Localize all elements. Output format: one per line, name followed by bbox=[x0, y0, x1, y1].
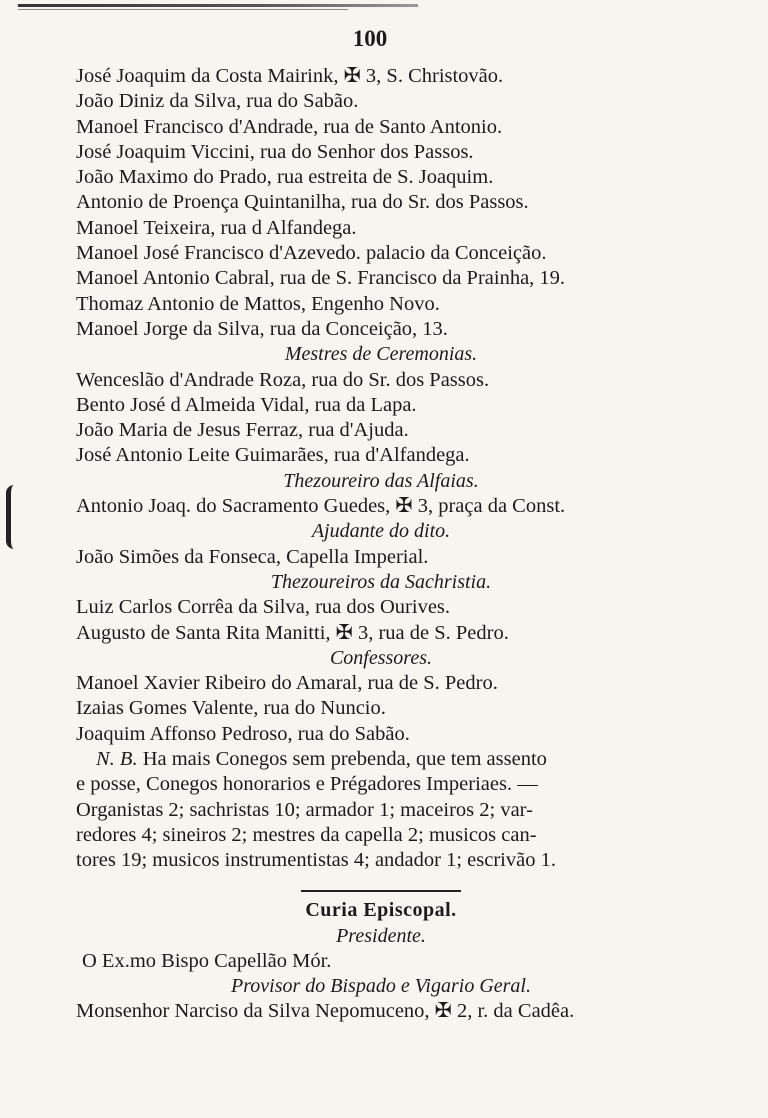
entry-line: Antonio Joaq. do Sacramento Guedes, ✠ 3, praça da Const. bbox=[76, 495, 566, 518]
entry-line: João Simões da Fonseca, Capella Imperial. bbox=[76, 545, 429, 568]
note-text: Ha mais Conegos sem prebenda, que tem assento bbox=[142, 748, 547, 771]
entry-line: João Maria de Jesus Ferraz, rua d'Ajuda. bbox=[76, 419, 409, 442]
top-rule bbox=[18, 4, 418, 7]
entry-line: José Joaquim Viccini, rua do Senhor dos Passos. bbox=[76, 140, 474, 163]
binding-mark bbox=[6, 485, 25, 549]
top-rule-thin bbox=[18, 9, 348, 10]
entry-line: Augusto de Santa Rita Manitti, ✠ 3, rua de S. Pedro. bbox=[76, 621, 509, 644]
note-line: e posse, Conegos honorarios e Prégadores Imperiaes. — bbox=[76, 773, 538, 796]
section-heading-thezoureiro-alfaias: Thezoureiro das Alfaias. bbox=[283, 469, 479, 492]
entry-line: João Maximo do Prado, rua estreita de S. Joaquim. bbox=[76, 166, 494, 189]
note-line: redores 4; sineiros 2; mestres da capella 2; musicos can- bbox=[76, 823, 537, 846]
entry-line: Manoel José Francisco d'Azevedo. palacio da Conceição. bbox=[76, 242, 547, 265]
section-heading-confessores: Confessores. bbox=[329, 646, 433, 669]
entry-line: Monsenhor Narciso da Silva Nepomuceno, ✠ 2, r. da Cadêa. bbox=[76, 1000, 575, 1023]
note-line: tores 19; musicos instrumentistas 4; andador 1; escrivão 1. bbox=[76, 849, 556, 872]
section-heading-provisor: Provisor do Bispado e Vigario Geral. bbox=[231, 975, 531, 998]
section-heading-thezoureiros-sachristia: Thezoureiros da Sachristia. bbox=[270, 570, 492, 593]
entry-line: Manoel Francisco d'Andrade, rua de Santo Antonio. bbox=[76, 115, 503, 138]
section-heading-ajudante: Ajudante do dito. bbox=[311, 520, 451, 543]
entry-line: Wenceslão d'Andrade Roza, rua do Sr. dos Passos. bbox=[76, 368, 490, 391]
entry-line: Antonio de Proença Quintanilha, rua do Sr. dos Passos. bbox=[76, 191, 529, 214]
section-divider bbox=[301, 890, 461, 892]
entry-line: Joaquim Affonso Pedroso, rua do Sabão. bbox=[76, 722, 410, 745]
entry-line: Manoel Antonio Cabral, rua de S. Francisco da Prainha, 19. bbox=[76, 267, 566, 290]
entry-line: Luiz Carlos Corrêa da Silva, rua dos Ourives. bbox=[76, 596, 451, 619]
entry-line: Thomaz Antonio de Mattos, Engenho Novo. bbox=[76, 292, 440, 315]
page-number: 100 bbox=[352, 26, 388, 51]
note-line: Organistas 2; sachristas 10; armador 1; maceiros 2; var- bbox=[76, 798, 533, 821]
page-content bbox=[76, 64, 686, 1025]
section-heading-presidente: Presidente. bbox=[336, 924, 426, 947]
entry-line: Manoel Jorge da Silva, rua da Conceição, 13. bbox=[76, 317, 448, 340]
entry-line: José Antonio Leite Guimarães, rua d'Alfandega. bbox=[76, 444, 470, 467]
entry-line: Bento José d Almeida Vidal, rua da Lapa. bbox=[76, 393, 417, 416]
entry-line: Izaias Gomes Valente, rua do Nuncio. bbox=[76, 697, 386, 720]
entry-line: O Ex.mo Bispo Capellão Mór. bbox=[82, 949, 332, 972]
section-title-curia: Curia Episcopal. bbox=[305, 898, 457, 921]
note-label: N. B. bbox=[96, 748, 138, 771]
entry-line: João Diniz da Silva, rua do Sabão. bbox=[76, 90, 359, 113]
entry-line: Manoel Xavier Ribeiro do Amaral, rua de S. Pedro. bbox=[76, 672, 498, 695]
entry-line: José Joaquim da Costa Mairink, ✠ 3, S. Christovão. bbox=[76, 65, 504, 87]
entry-line: Manoel Teixeira, rua d Alfandega. bbox=[76, 216, 357, 239]
section-heading-mestres: Mestres de Ceremonias. bbox=[284, 343, 478, 366]
note-line bbox=[76, 747, 686, 772]
